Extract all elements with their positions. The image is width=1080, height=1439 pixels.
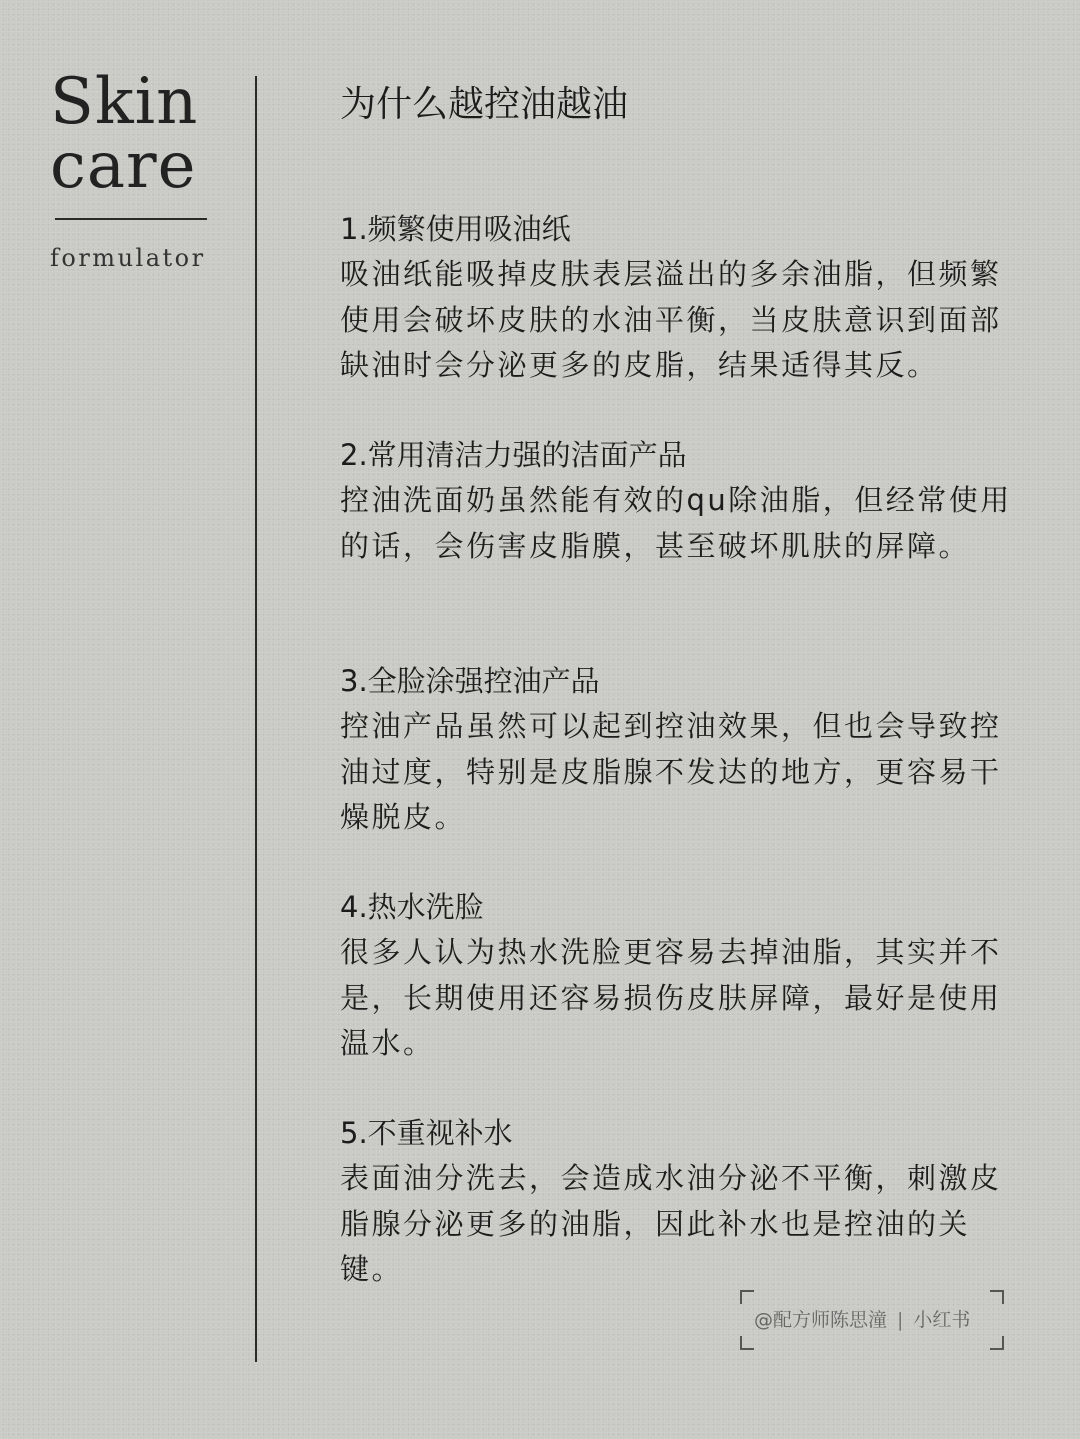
- section-heading: 5.不重视补水: [340, 1116, 513, 1150]
- section-2: [340, 433, 1020, 569]
- section-1: [340, 207, 1020, 389]
- watermark-text: [754, 1308, 970, 1332]
- brand-title-line1: Skin: [50, 65, 199, 139]
- section-heading: 2.常用清洁力强的洁面产品: [340, 438, 687, 472]
- section-body: 很多人认为热水洗脸更容易去掉油脂，其实并不是，长期使用还容易损伤皮肤屏障，最好是使用温水。: [340, 935, 1002, 1060]
- section-heading: 3.全脸涂强控油产品: [340, 664, 600, 698]
- watermark-corner: [990, 1336, 1004, 1350]
- section-4: [340, 885, 1020, 1067]
- section-heading: 4.热水洗脸: [340, 890, 484, 924]
- watermark-author: @配方师陈思潼: [754, 1309, 888, 1331]
- vertical-divider: [255, 76, 257, 1362]
- watermark-separator: |: [897, 1309, 904, 1331]
- section-body: 控油洗面奶虽然能有效的qu除油脂，但经常使用的话，会伤害皮脂膜，甚至破坏肌肤的屏障。: [340, 483, 1012, 563]
- section-3: [340, 659, 1020, 841]
- watermark-corner: [740, 1290, 754, 1304]
- page-title: 为什么越控油越油: [340, 84, 629, 125]
- section-body: 吸油纸能吸掉皮肤表层溢出的多余油脂，但频繁使用会破坏皮肤的水油平衡，当皮肤意识到面部缺油时会分泌更多的皮脂，结果适得其反。: [340, 257, 1002, 382]
- watermark: [740, 1290, 1004, 1350]
- section-5: [340, 1111, 1020, 1293]
- brand-title-line2: care: [50, 129, 197, 203]
- brand-subtitle: formulator: [50, 244, 206, 272]
- section-body: 控油产品虽然可以起到控油效果，但也会导致控油过度，特别是皮脂腺不发达的地方，更容易干燥脱皮。: [340, 709, 1002, 834]
- section-body: 表面油分洗去，会造成水油分泌不平衡，刺激皮脂腺分泌更多的油脂，因此补水也是控油的关键。: [340, 1161, 1002, 1286]
- brand-underline: [55, 218, 207, 220]
- watermark-corner: [990, 1290, 1004, 1304]
- watermark-corner: [740, 1336, 754, 1350]
- brand-logo: [50, 65, 215, 203]
- section-heading: 1.频繁使用吸油纸: [340, 212, 571, 246]
- watermark-platform: 小红书: [913, 1309, 971, 1331]
